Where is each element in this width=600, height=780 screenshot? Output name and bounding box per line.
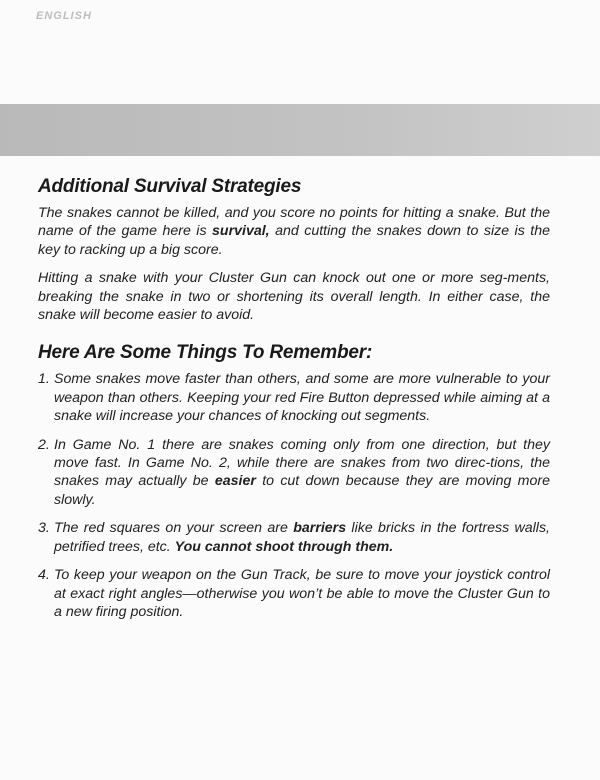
paragraph-snakes-survival: The snakes cannot be killed, and you score no points for hitting a snake. But the name of the game here is survival, and cutting the snakes down to size is the key to racking up a big score. [38,205,551,258]
header-band [0,104,600,156]
list-item [38,519,550,556]
list-item [38,436,550,510]
list-item-text: The red squares on your screen are barriers like bricks in the fortress walls, petrified trees, etc. You cannot shoot through them. [54,520,550,555]
section-heading-survival: Additional Survival Strategies [38,176,302,197]
tips-list [38,370,550,621]
list-item-number: 2. [38,436,50,453]
list-item [38,566,550,621]
section-heading-remember: Here Are Some Things To Remember: [38,342,373,364]
list-item-number: 1. [38,371,50,388]
language-label: ENGLISH [36,10,92,22]
list-item-text: To keep your weapon on the Gun Track, be sure to move your joystick control at exact right angles—otherwise you won’t be able to move the Cluster Gun to a new firing position. [54,567,550,620]
list-item-number: 3. [38,520,50,537]
list-item-number: 4. [38,567,50,584]
list-item-text: In Game No. 1 there are snakes coming only from one direction, but they move fast. In Game No. 2, while there are snakes from two direc-tions, the snakes may actually be easier to cut down because they are moving more slowly. [54,436,550,508]
paragraph-cluster-gun: Hitting a snake with your Cluster Gun can knock out one or more seg-ments, breaking the snake in two or shortening its overall length. In either case, the snake will become easier to avoid. [38,270,550,324]
page-content [38,176,550,631]
list-item [38,370,550,425]
emphasis-text: survival, [212,223,270,240]
list-item-text: Some snakes move faster than others, and some are more vulnerable to your weapon than others. Keeping your red Fire Button depressed while aiming at a snake will increase your chances of knocking out segments. [54,371,550,425]
emphasis-text: You cannot shoot through them. [174,538,394,555]
emphasis-text: barriers [293,520,347,537]
emphasis-text: easier [214,473,256,490]
